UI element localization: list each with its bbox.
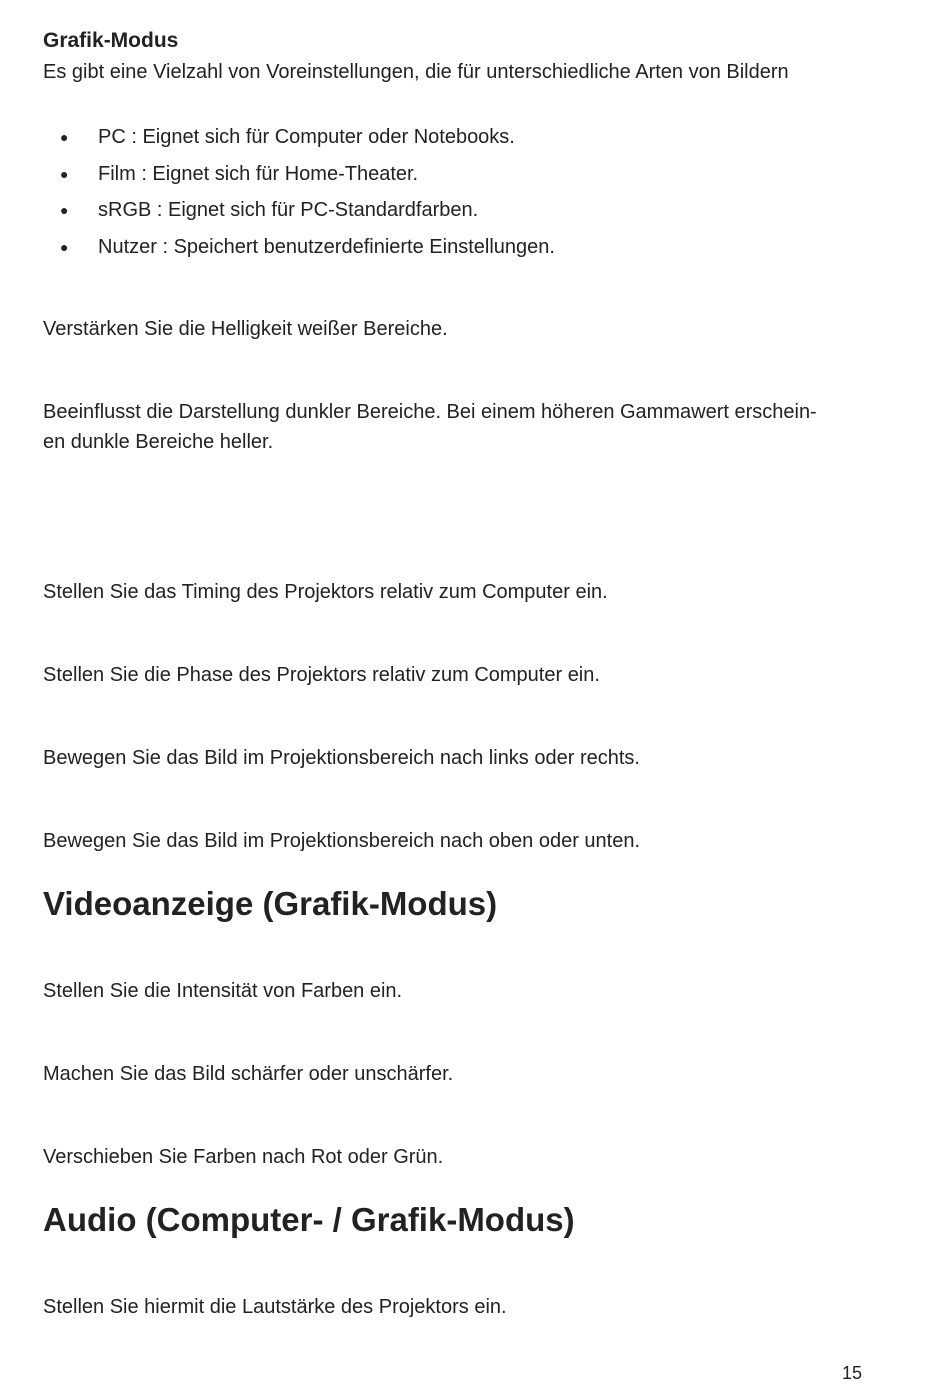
videoanzeige-heading: Videoanzeige (Grafik-Modus) (43, 885, 498, 922)
grafik-modus-subheading: Grafik-Modus (43, 29, 179, 52)
preset-srgb: sRGB : Eignet sich für PC-Standardfarben. (98, 199, 479, 221)
bullet-icon: ● (60, 165, 69, 182)
helligkeit-description: Verstärken Sie die Helligkeit weißer Bereiche. (43, 318, 448, 340)
bullet-icon: ● (60, 129, 69, 145)
preset-nutzer: Nutzer : Speichert benutzerdefinierte Einstellungen. (98, 235, 555, 258)
farbe-description: Stellen Sie die Intensität von Farben ein. (43, 980, 403, 1002)
bullet-icon: ● (60, 202, 69, 218)
vertical-position-description: Bewegen Sie das Bild im Projektionsbereich nach oben oder unten. (43, 830, 641, 852)
schaerfe-description: Machen Sie das Bild schärfer oder unschärfer. (43, 1063, 454, 1085)
horizontal-position-description: Bewegen Sie das Bild im Projektionsbereich nach links oder rechts. (43, 747, 640, 769)
phase-description: Stellen Sie die Phase des Projektors relativ zum Computer ein. (43, 664, 600, 686)
preset-film: Film : Eignet sich für Home-Theater. (98, 162, 419, 185)
audio-heading: Audio (Computer- / Grafik-Modus) (43, 1201, 575, 1238)
farbton-description: Verschieben Sie Farben nach Rot oder Grün. (43, 1146, 444, 1168)
timing-description: Stellen Sie das Timing des Projektors relativ zum Computer ein. (43, 581, 608, 603)
gamma-description-line2: en dunkle Bereiche heller. (43, 431, 274, 453)
gamma-description-line1: Beeinflusst die Darstellung dunkler Bereiche. Bei einem höheren Gammawert erschein- (43, 401, 817, 423)
lautstaerke-description: Stellen Sie hiermit die Lautstärke des Projektors ein. (43, 1296, 507, 1318)
page-number: 15 (842, 1363, 863, 1383)
grafik-modus-intro: Es gibt eine Vielzahl von Voreinstellungen, die für unterschiedliche Arten von Bildern (43, 61, 789, 83)
preset-pc: PC : Eignet sich für Computer oder Notebooks. (98, 126, 515, 148)
bullet-icon: ● (60, 238, 69, 255)
